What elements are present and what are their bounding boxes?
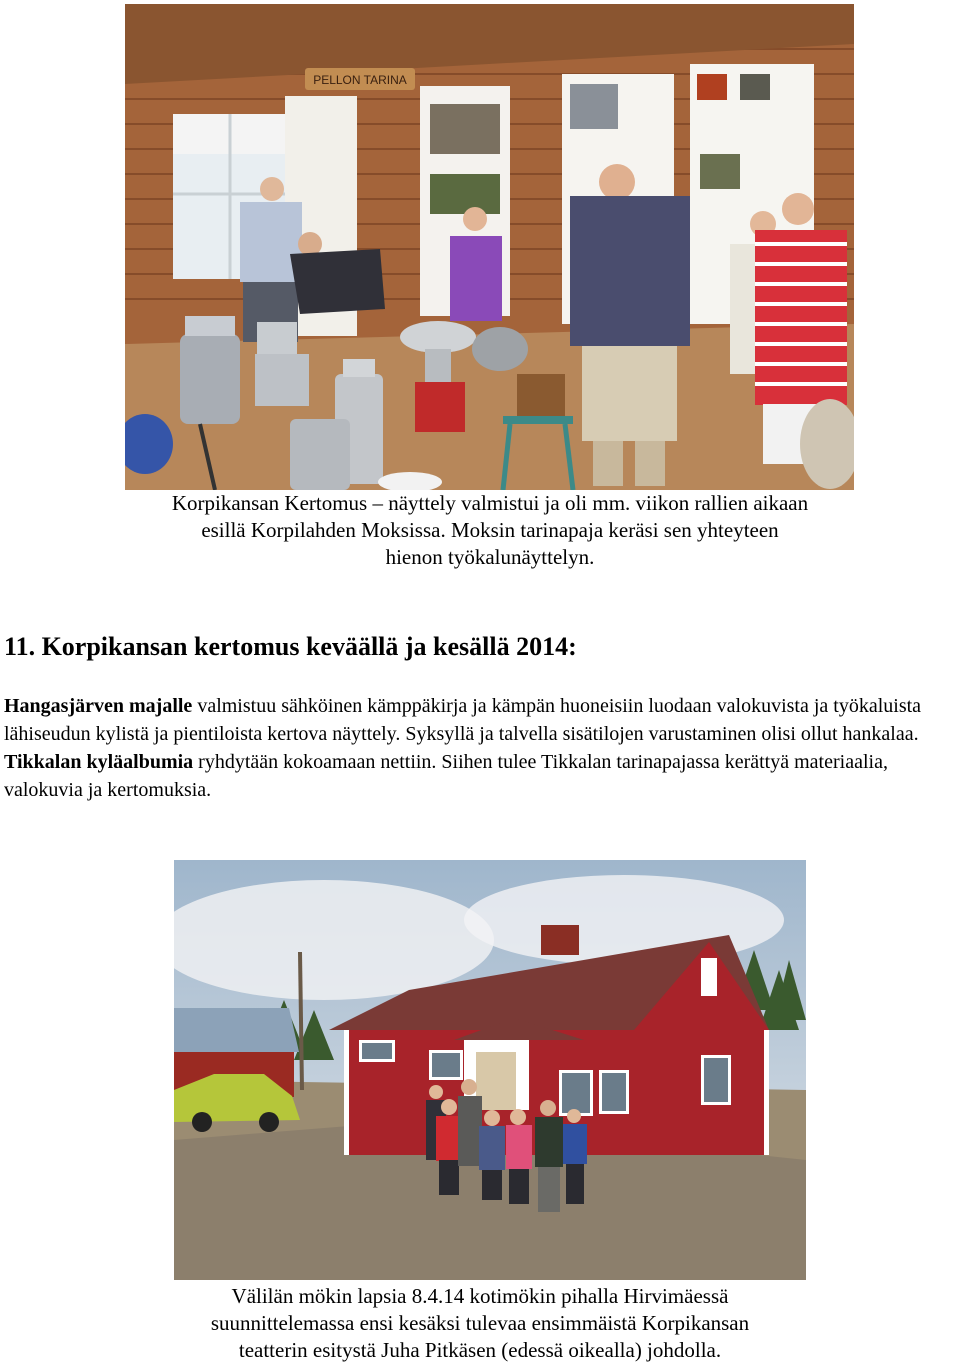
section-heading: 11. Korpikansan kertomus keväällä ja kesällä 2014: [4,632,577,661]
caption-line: suunnittelemassa ensi kesäksi tulevaa ensimmäistä Korpikansan [210,1311,750,1335]
paragraph [4,692,960,748]
paragraph-lead: Tikkalan kyläalbumia [4,751,194,773]
caption-line: teatterin esitystä Juha Pitkäsen (edessä oikealla) johdolla. [238,1338,722,1362]
house-caption [150,1283,810,1364]
exhibition-photo [125,4,854,490]
caption-line: Korpikansan Kertomus – näyttely valmistui ja oli mm. viikon rallien aikaan [171,491,809,515]
person [570,164,690,486]
house-photo-illustration [174,860,806,1280]
section-body [4,692,960,804]
caption-line: Välilän mökin lapsia 8.4.14 kotimökin pihalla Hirvimäessä [231,1284,729,1308]
exhibition-caption [110,490,870,571]
pot [472,327,528,371]
milk-can [290,419,350,490]
caption-line: hienon työkalunäyttelyn. [385,545,595,569]
sign-text: PELLON TARINA [313,73,407,87]
paragraph-text: valmistuu sähköinen kämppäkirja ja kämpän huoneisiin luodaan valokuvista ja työkaluista lähiseudun kylistä ja pientiloista kertova näyttely. Syksyllä ja talvella sisätilojen varustaminen olisi ollut hankalaa. [4,695,922,745]
paragraph [4,748,960,804]
house-photo [174,860,806,1280]
exhibition-photo-illustration [125,4,854,490]
paragraph-text: ryhdytään kokoamaan nettiin. Siihen tulee Tikkalan tarinapajassa kerättyä materiaalia, valokuvia ja kertomuksia. [4,751,888,801]
caption-line: esillä Korpilahden Moksissa. Moksin tarinapaja keräsi sen yhteyteen [201,518,779,542]
paragraph-lead: Hangasjärven majalle [4,695,193,717]
wooden-tub [517,374,565,419]
